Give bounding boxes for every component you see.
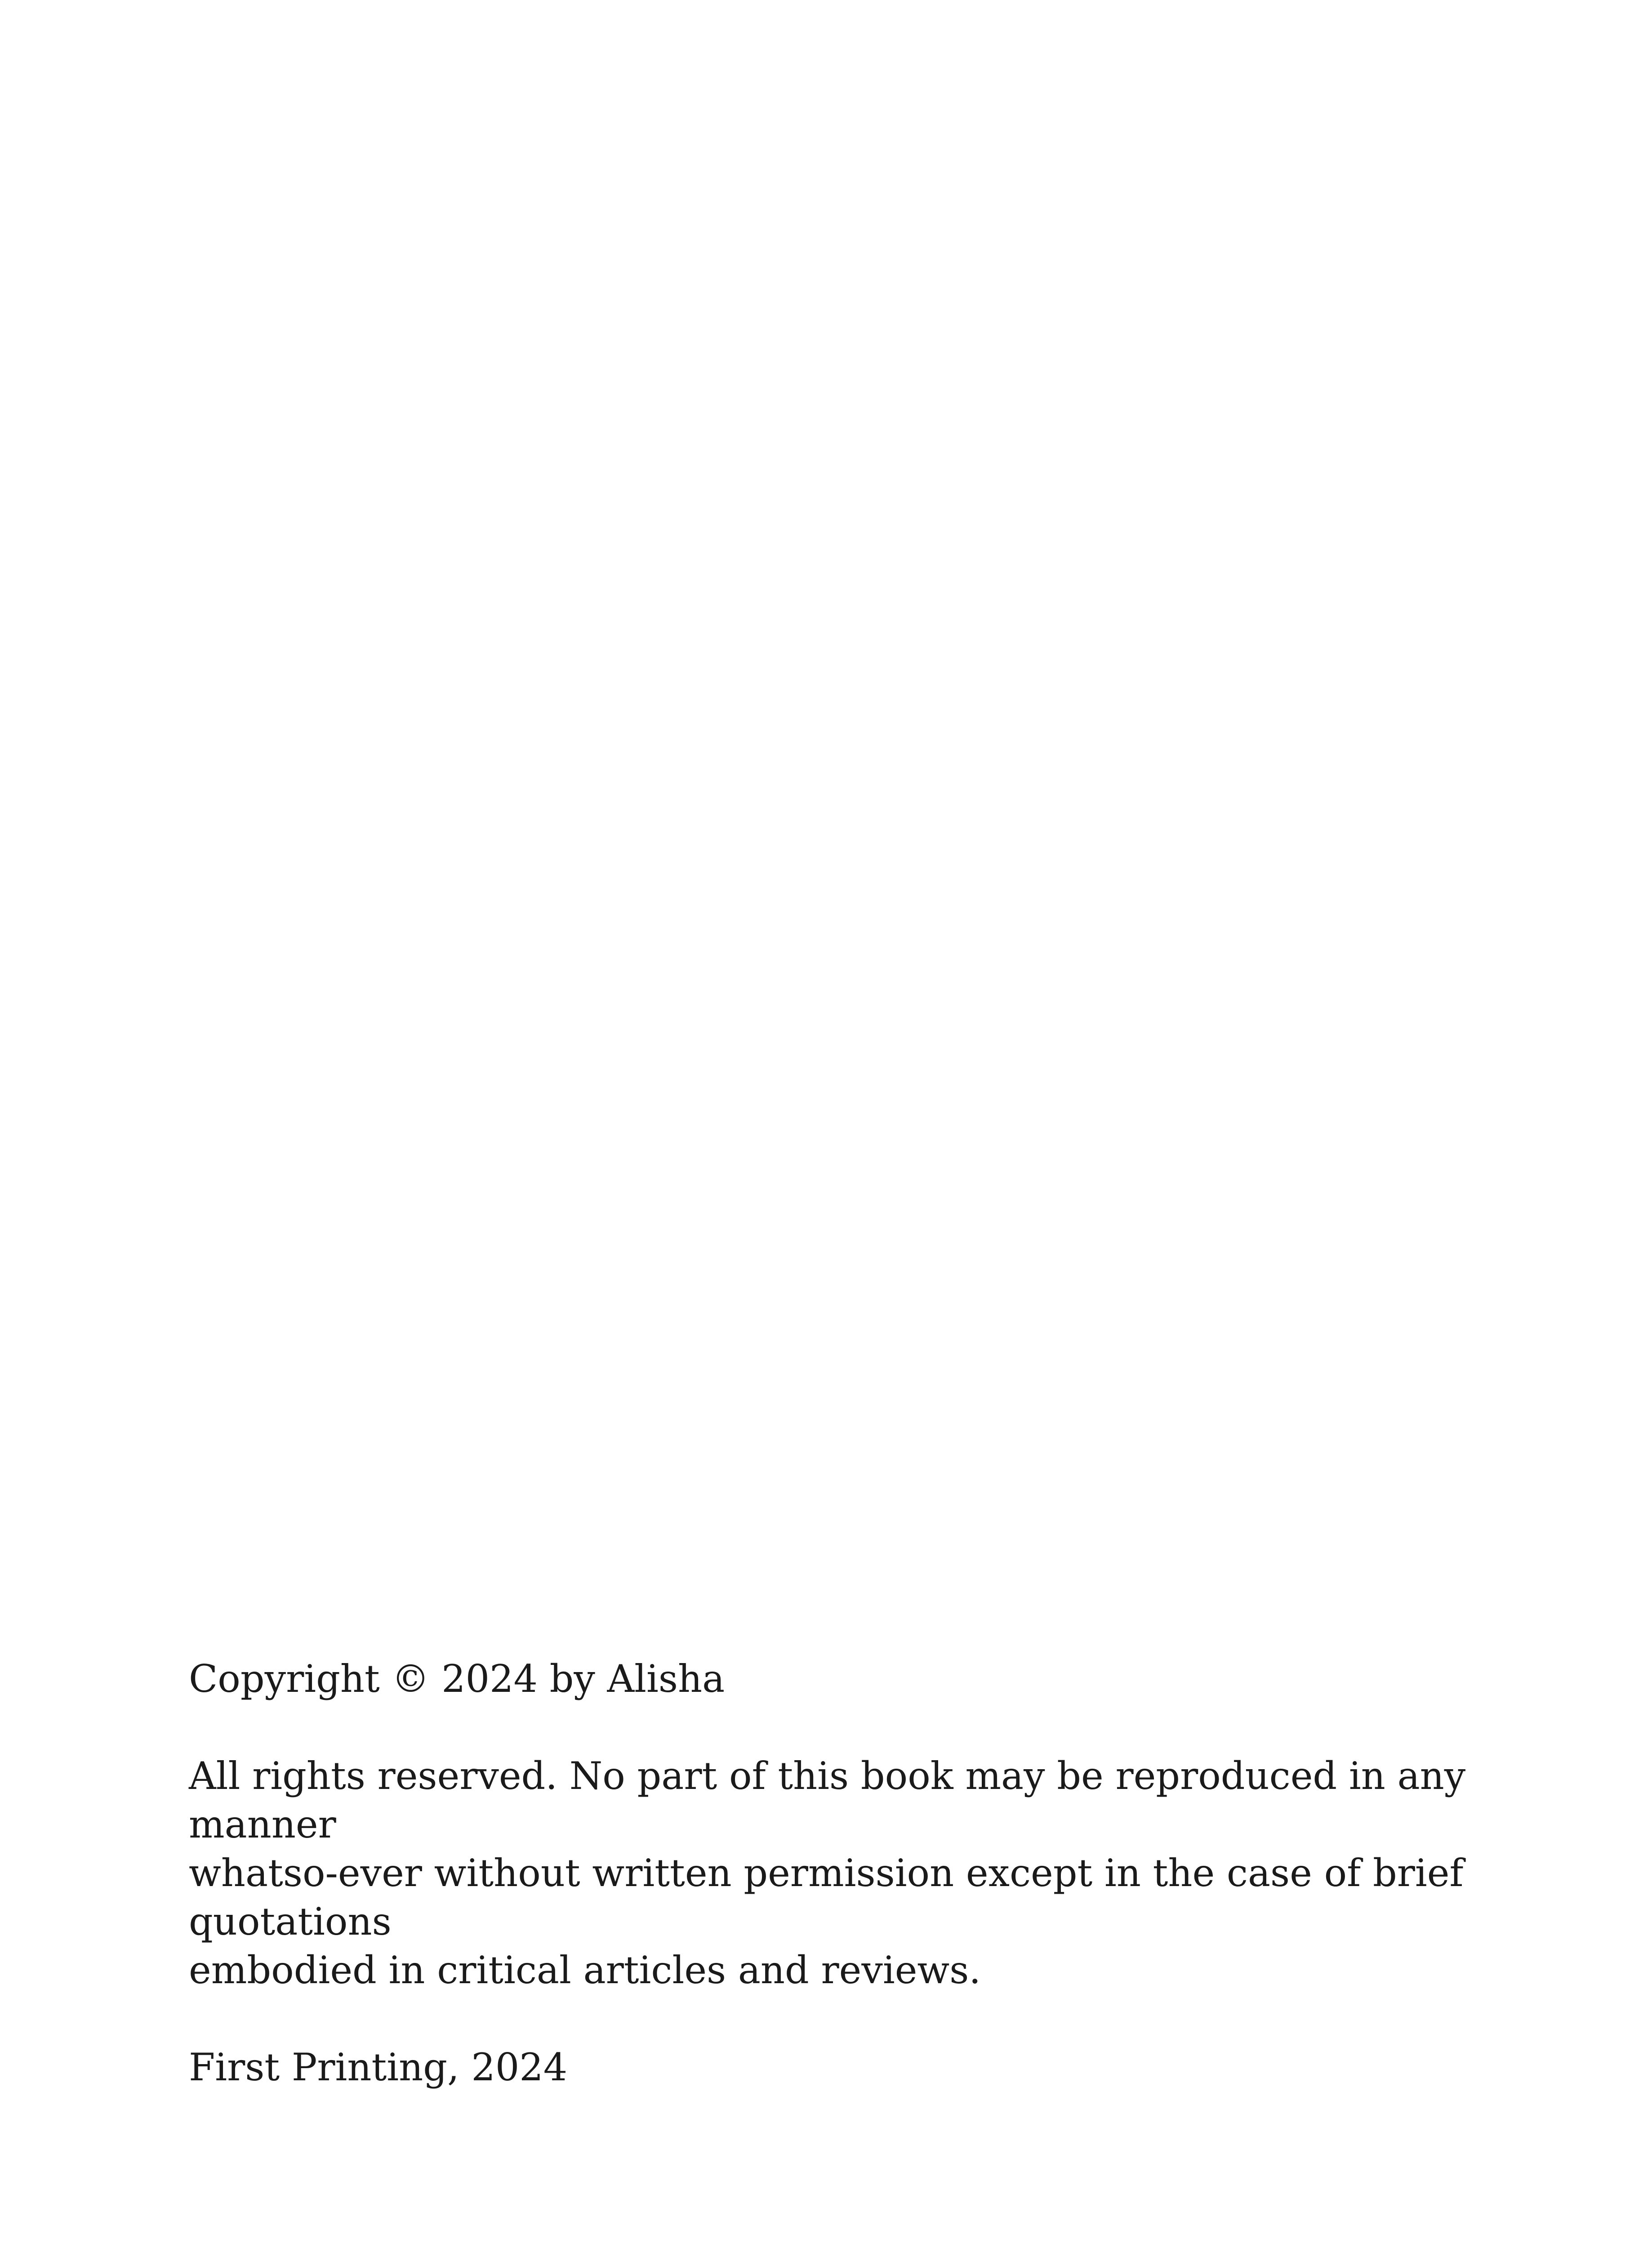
printing-notice: First Printing, 2024	[189, 2045, 568, 2089]
rights-line: embodied in critical articles and reviews.	[189, 1948, 981, 1992]
rights-line: manner	[189, 1802, 336, 1847]
rights-line: All rights reserved. No part of this book may be reproduced in any	[189, 1754, 1466, 1798]
copyright-notice: Copyright © 2024 by Alisha	[189, 1657, 725, 1701]
rights-line: whatso-ever without written permission except in the case of brief	[189, 1851, 1464, 1895]
rights-line: quotations	[189, 1900, 392, 1944]
rights-statement	[189, 1752, 1466, 1994]
